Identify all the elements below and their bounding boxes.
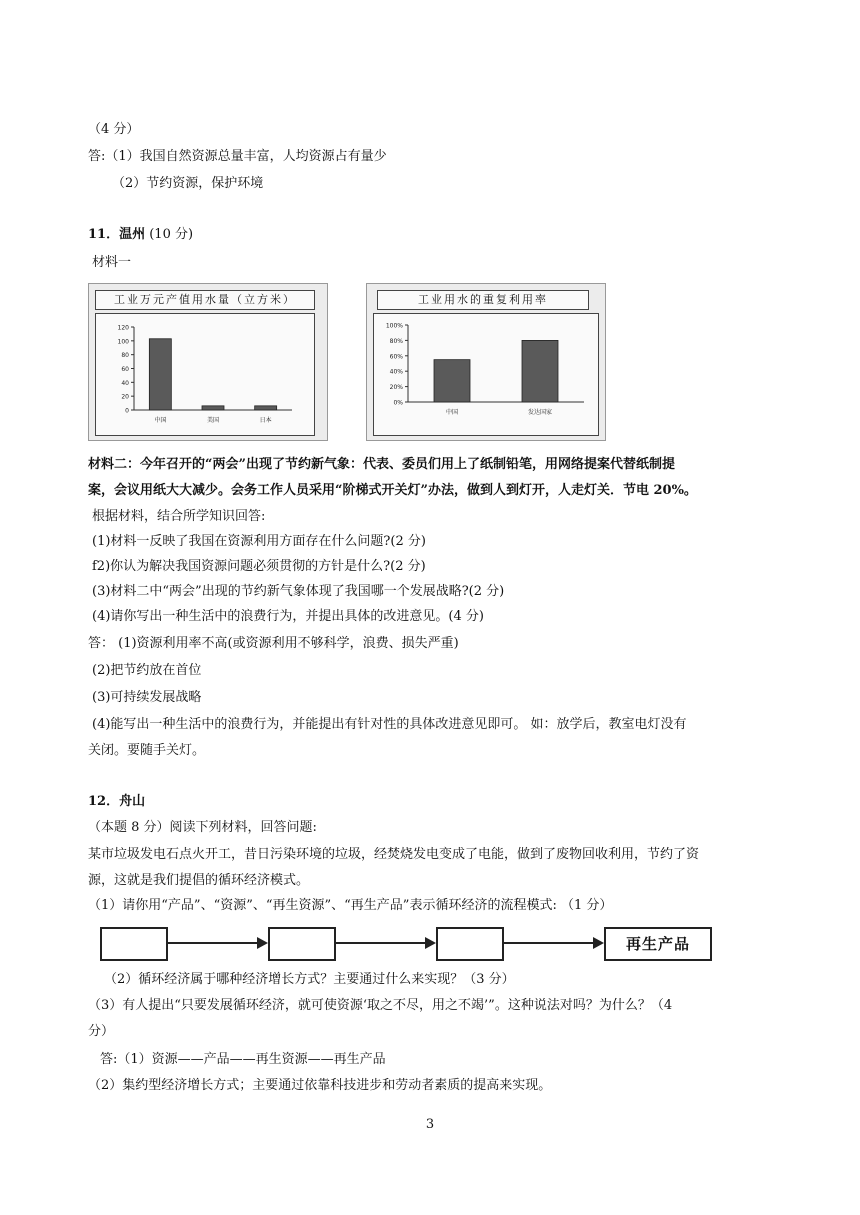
question-11-heading	[88, 225, 193, 245]
y-tick-label: 80	[121, 352, 129, 360]
y-tick-label: 40	[121, 379, 129, 387]
chart-1-plot-frame	[95, 313, 315, 436]
answer-line: 答:（1）资源——产品——再生资源——再生产品	[100, 1052, 386, 1067]
y-tick-label: 40%	[389, 368, 403, 376]
arrow-right-icon	[593, 937, 604, 949]
flow-arrow-line	[334, 942, 426, 944]
instruction: 根据材料，结合所学知识回答:	[92, 509, 266, 524]
x-tick-label: 中国	[154, 417, 167, 424]
chart-1-svg	[96, 314, 314, 435]
y-tick-label: 100	[117, 338, 129, 346]
answer-line: 关闭。要随手关灯。	[88, 743, 206, 758]
arrow-right-icon	[257, 937, 268, 949]
y-tick-label: 20%	[389, 384, 403, 392]
x-tick-label: 美国	[206, 417, 220, 424]
question-11-title: 11．温州	[88, 227, 146, 242]
chart-2-plot-frame	[373, 313, 599, 436]
sub-question: (4)请你写出一种生活中的浪费行为，并提出具体的改进意见。(4 分)	[92, 609, 484, 624]
y-tick-label: 100%	[385, 322, 403, 330]
question-11-score: (10 分)	[145, 227, 194, 242]
flow-box-blank	[436, 927, 504, 961]
answer-line: (2)把节约放在首位	[92, 663, 202, 678]
material-2-line: 材料二：今年召开的“两会”出现了节约新气象：代表、委员们用上了纸制铅笔，用网络提案代替纸制提	[88, 457, 675, 472]
y-tick-label: 60%	[389, 353, 403, 361]
paragraph-line: 某市垃圾发电石点火开工，昔日污染环境的垃圾，经焚烧发电变成了电能，做到了废物回收利用，节约了资	[88, 847, 700, 862]
bar	[202, 406, 224, 410]
page-number: 3	[425, 1117, 435, 1132]
chart-2-panel	[366, 283, 606, 441]
sub-question: （3）有人提出“只要发展循环经济，就可使资源‘取之不尽，用之不竭’”。这种说法对吗？为什么？（4	[88, 998, 673, 1013]
bar	[255, 406, 277, 410]
paragraph-line: 源，这就是我们提倡的循环经济模式。	[88, 873, 310, 888]
x-tick-label: 中国	[445, 409, 459, 416]
x-tick-label: 日本	[259, 417, 272, 424]
y-tick-label: 0	[125, 407, 129, 415]
y-tick-label: 60	[121, 366, 129, 373]
answer-line: 答:（1）我国自然资源总量丰富，人均资源占有量少	[88, 149, 387, 164]
flow-arrow-line	[166, 942, 258, 944]
answer-line: （2）集约型经济增长方式；主要通过依靠科技进步和劳动者素质的提高来实现。	[88, 1078, 552, 1093]
x-tick-label: 发达国家	[527, 409, 553, 416]
material-2-line: 案，会议用纸大大减少。会务工作人员采用“阶梯式开关灯”办法，做到人到灯开，人走灯关．节电 20%。	[88, 483, 697, 498]
sub-question: (3)材料二中“两会”出现的节约新气象体现了我国哪一个发展战略?(2 分)	[92, 584, 505, 599]
arrow-right-icon	[425, 937, 436, 949]
score-note: （4 分）	[88, 122, 140, 137]
flow-arrow-line	[502, 942, 594, 944]
flow-box-blank	[100, 927, 168, 961]
flow-box-blank	[268, 927, 336, 961]
sub-question: 分）	[88, 1024, 115, 1039]
sub-question: f2)你认为解决我国资源问题必须贯彻的方针是什么?(2 分)	[92, 559, 426, 574]
chart-2-svg	[374, 314, 598, 435]
answer-line: (3)可持续发展战略	[92, 690, 202, 705]
y-tick-label: 120	[117, 324, 129, 332]
sub-question: (1)材料一反映了我国在资源利用方面存在什么问题?(2 分)	[92, 534, 426, 549]
y-tick-label: 20	[121, 393, 129, 401]
chart-1-panel	[88, 283, 328, 441]
bar	[149, 339, 171, 410]
y-tick-label: 0%	[393, 399, 403, 407]
sub-question: （1）请你用“产品”、“资源”、“再生资源”、“再生产品”表示循环经济的流程模式: （1 分）	[88, 898, 613, 913]
chart-2-title: 工业用水的重复利用率	[377, 290, 589, 310]
sub-question: （2）循环经济属于哪种经济增长方式？主要通过什么来实现？（3 分）	[104, 972, 515, 987]
flow-box-recycled-product: 再生产品	[604, 927, 712, 961]
question-12-title: 12．舟山	[88, 794, 146, 809]
bar	[434, 360, 470, 402]
answer-line: （2）节约资源，保护环境	[112, 176, 264, 191]
bar	[522, 340, 558, 402]
chart-1-title: 工业万元产值用水量（立方米）	[95, 290, 315, 310]
y-tick-label: 80%	[389, 337, 403, 345]
answer-line: 答： (1)资源利用率不高(或资源利用不够科学，浪费、损失严重)	[88, 636, 459, 651]
material-1-label: 材料一	[92, 255, 132, 270]
question-12-intro: （本题 8 分）阅读下列材料，回答问题:	[88, 820, 317, 835]
answer-line: (4)能写出一种生活中的浪费行为，并能提出有针对性的具体改进意见即可。 如：放学后，教室电灯没有	[92, 717, 687, 732]
